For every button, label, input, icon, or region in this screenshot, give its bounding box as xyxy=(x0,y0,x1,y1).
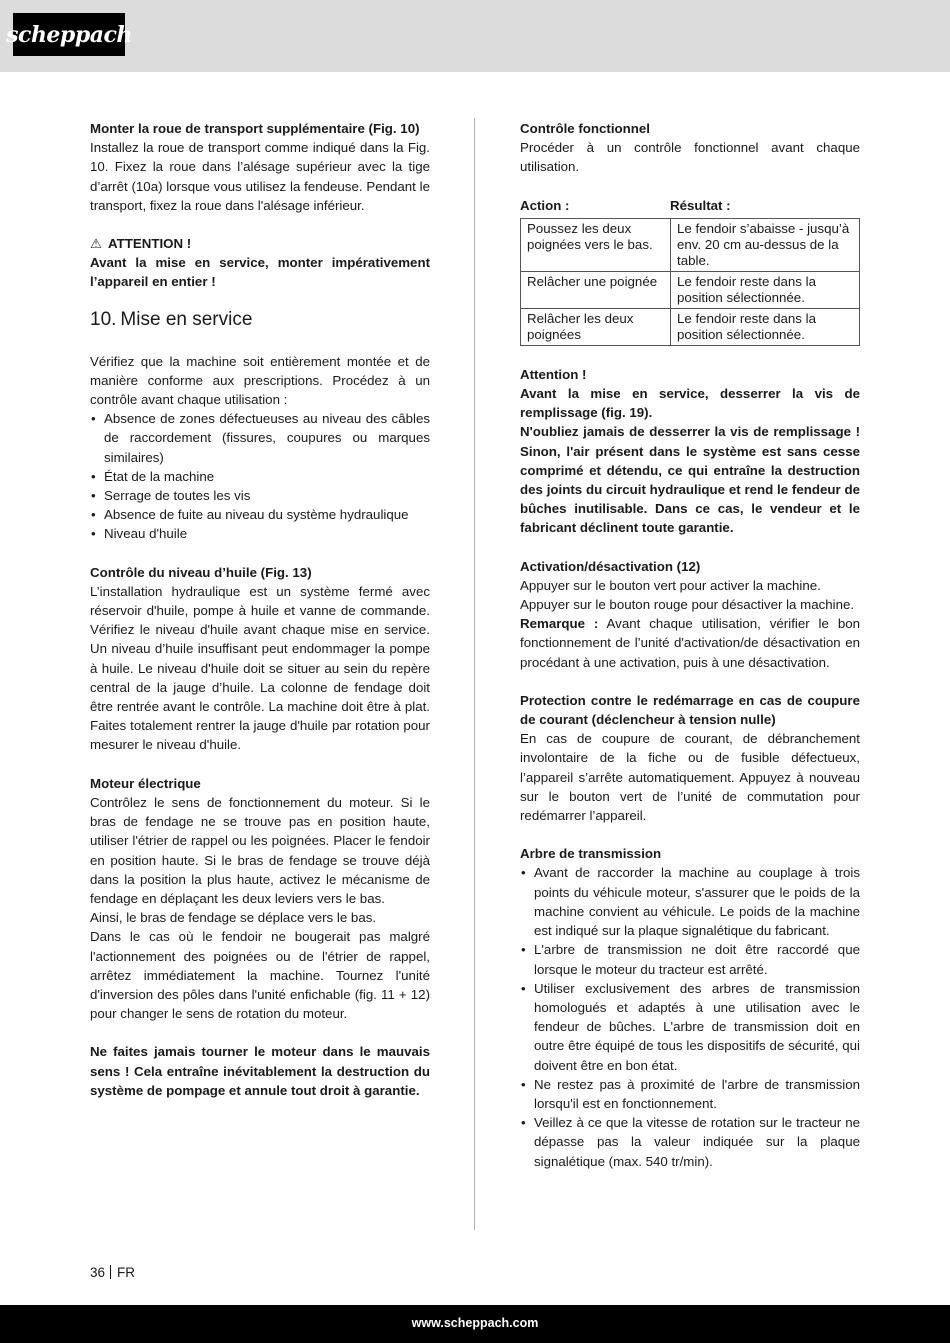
chapter-number: 10. xyxy=(90,308,117,330)
section-title-motor: Moteur électrique xyxy=(90,775,201,791)
right-column xyxy=(520,119,860,1171)
section-text-function-check: Procéder à un contrôle fonctionnel avant chaque utilisation. xyxy=(520,140,860,175)
table-cell: Le fendoir reste dans la position sélectionnée. xyxy=(671,308,860,345)
list-item: • Absence de fuite au niveau du système hydraulique xyxy=(90,505,430,524)
list-item: • État de la machine xyxy=(90,467,430,486)
checklist xyxy=(90,409,430,543)
table-row xyxy=(521,271,860,308)
attention-text-right-2: N'oubliez jamais de desserrer la vis de remplissage ! Sinon, l'air présent dans le système est sans cesse comprimé et détendu, ce qui entraîne la destruction des joints du circuit hydraulique et rend le fendeur de bûches inutilisable. Dans ce cas, le vendeur et le fabricant déclinent toute garantie. xyxy=(520,424,860,536)
page-number: 36 xyxy=(90,1265,106,1280)
language-code: FR xyxy=(117,1265,136,1280)
section-text-restart-protection: En cas de coupure de courant, de débranchement involontaire de la fiche ou de fusible défectueux, l’appareil s’arrête automatiquement. Appuyez à nouveau sur le bouton vert de l’unité de commutation pour redémarrer l’appareil. xyxy=(520,731,860,824)
table-cell: Poussez les deux poignées vers le bas. xyxy=(521,218,671,271)
list-item: • Utiliser exclusivement des arbres de transmission homologués et adaptés à une utilisation avec le fendeur de bûches. L'arbre de transmission doit en outre être équipé de tous les dispositifs de sécurité, qui doivent être en bon état. xyxy=(520,979,860,1075)
table-header-result: Résultat : xyxy=(670,197,731,213)
section-title-restart-protection: Protection contre le redémarrage en cas de coupure de courant (déclencheur à tension nulle) xyxy=(520,692,860,728)
attention-heading xyxy=(90,234,430,253)
page-footer xyxy=(90,1265,135,1280)
section-title-activation: Activation/désactivation (12) xyxy=(520,558,701,574)
remark-label: Remarque : xyxy=(520,616,599,632)
footer-separator xyxy=(110,1265,111,1279)
attention-text: Avant la mise en service, monter impérativement l’appareil en entier ! xyxy=(90,255,430,290)
chapter-title: Mise en service xyxy=(120,308,253,330)
list-item: • Ne restez pas à proximité de l'arbre de transmission lorsqu'il est en fonctionnement. xyxy=(520,1075,860,1113)
section-text-motor-3: Dans le cas où le fendoir ne bougerait pas malgré l'actionnement des poignées ou de l'étrier de rappel, arrêtez immédiatement la machine. Tournez l'unité d'inversion des pôles dans l'unité enfichable (fig. 11 + 12) pour changer le sens de rotation du moteur. xyxy=(90,929,430,1022)
attention-title-right: Attention ! xyxy=(520,366,587,382)
table-header xyxy=(520,196,860,215)
section-title-function-check: Contrôle fonctionnel xyxy=(520,121,651,136)
warning-triangle-icon: ⚠ xyxy=(90,236,102,252)
list-item: • Veillez à ce que la vitesse de rotation sur le tracteur ne dépasse pas la valeur indiquée sur la plaque signalétique (max. 540 tr/min). xyxy=(520,1113,860,1171)
drive-shaft-list xyxy=(520,863,860,1170)
activation-remark xyxy=(520,614,860,672)
column-divider xyxy=(474,118,475,1230)
list-item: • L'arbre de transmission ne doit être raccordé que lorsque le moteur du tracteur est arrêté. xyxy=(520,940,860,978)
table-cell: Le fendoir s’abaisse - jusqu’à env. 20 cm au-dessus de la table. xyxy=(671,218,860,271)
section-text-transport-wheel: Installez la roue de transport comme indiqué dans la Fig. 10. Fixez la roue dans l’alésage supérieur avec la tige d’arrêt (10a) lorsque vous utilisez la fendeuse. Pendant le transport, fixez la roue dans l'alésage inférieur. xyxy=(90,140,430,213)
header-bar xyxy=(0,0,950,72)
footer-bar xyxy=(0,1305,950,1343)
list-item: • Serrage de toutes les vis xyxy=(90,486,430,505)
function-check-table xyxy=(520,218,860,346)
table-row xyxy=(521,308,860,345)
chapter-heading xyxy=(90,308,430,332)
website-url: www.scheppach.com xyxy=(411,1316,539,1330)
section-text-activation-2: Appuyer sur le bouton rouge pour désactiver la machine. xyxy=(520,597,855,613)
brand-logo-text: scheppach xyxy=(6,21,132,48)
attention-text-right-1: Avant la mise en service, desserrer la vis de remplissage (fig. 19). xyxy=(520,386,860,421)
table-header-action: Action : xyxy=(520,197,570,213)
section-text-oil-level: L’installation hydraulique est un système fermé avec réservoir d'huile, pompe à huile et vanne de commande. Vérifiez le niveau d'huile avant chaque mise en service. Un niveau d’huile insuffisant peut endommager la pompe à huile. Le niveau d'huile doit se situer au sein du repère central de la jauge d’huile. La colonne de fendage doit être rentrée avant le contrôle. La machine doit être à plat. Faites totalement rentrer la jauge d'huile par rotation pour mesurer le niveau d'huile. xyxy=(90,583,430,753)
remark-text: Avant chaque utilisation, vérifier le bon fonctionnement de l’unité d'activation/de désactivation en procédant à une activation, puis à une désactivation. xyxy=(520,616,860,670)
list-item: • Niveau d'huile xyxy=(90,524,430,543)
intro-text: Vérifiez que la machine soit entièrement montée et de manière conforme aux prescriptions. Procédez à un contrôle avant chaque utilisation : xyxy=(90,353,430,408)
left-column xyxy=(90,119,430,1100)
list-item: • Avant de raccorder la machine au couplage à trois points du véhicule moteur, s'assurer que le poids de la machine convient au véhicule. Le poids de la machine est indiqué sur la plaque signalétique du fabricant. xyxy=(520,863,860,940)
table-cell: Relâcher une poignée xyxy=(521,271,671,308)
table-row xyxy=(521,218,860,271)
section-text-motor-1: Contrôlez le sens de fonctionnement du moteur. Si le bras de fendage ne se trouve pas en position haute, utiliser l'étrier de rappel ou les poignées. Placer le fendoir en position haute. Si le bras de fendage se trouve déjà dans la position la plus haute, activez le mécanisme de fendage en déplaçant les deux leviers vers le bas. xyxy=(90,794,430,906)
section-text-activation-1: Appuyer sur le bouton vert pour activer la machine. xyxy=(520,577,821,593)
brand-logo xyxy=(6,13,132,56)
motor-warning-text: Ne faites jamais tourner le moteur dans le mauvais sens ! Cela entraîne inévitablement la destruction du système de pompage et annule tout droit à garantie. xyxy=(90,1044,430,1098)
attention-title: ATTENTION ! xyxy=(108,236,192,252)
table-cell: Le fendoir reste dans la position sélectionnée. xyxy=(671,271,860,308)
section-title-transport-wheel: Monter la roue de transport supplémentaire (Fig. 10) xyxy=(90,121,420,136)
table-cell: Relâcher les deux poignées xyxy=(521,308,671,345)
list-item: • Absence de zones défectueuses au niveau des câbles de raccordement (fissures, coupures ou marques similaires) xyxy=(90,409,430,467)
section-title-oil-level: Contrôle du niveau d’huile (Fig. 13) xyxy=(90,564,312,580)
section-text-motor-2: Ainsi, le bras de fendage se déplace vers le bas. xyxy=(90,910,377,926)
section-title-drive-shaft: Arbre de transmission xyxy=(520,846,662,862)
